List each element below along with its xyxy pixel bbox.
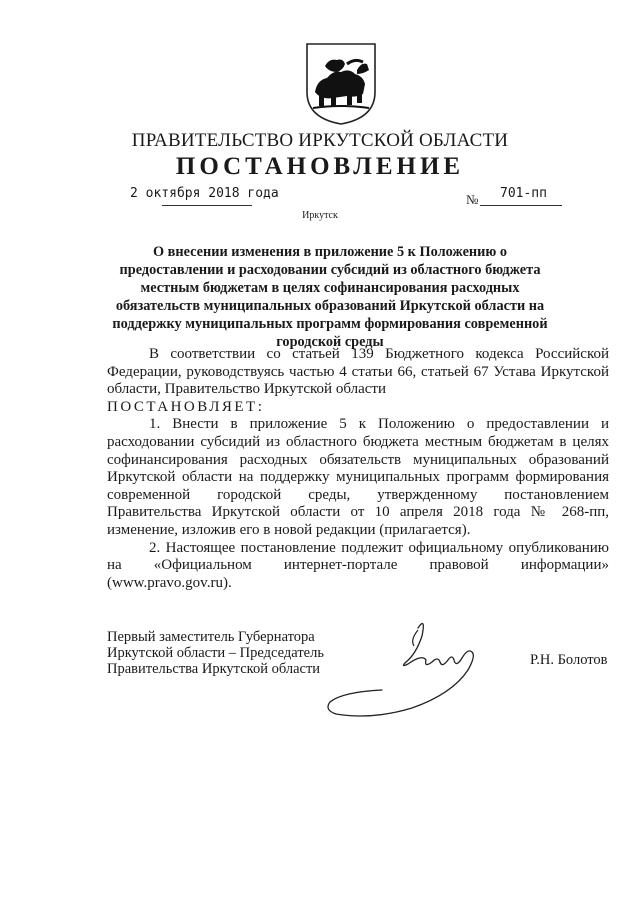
signatory-title-line-3: Правительства Иркутской области bbox=[107, 661, 321, 677]
item-2: 2. Настоящее постановление подлежит официальному опубликованию на «Официальном интернет-портале правовой информации» (www.pravo.gov.ru). bbox=[107, 539, 609, 591]
document-date: 2 октября 2018 года bbox=[130, 186, 279, 201]
coat-of-arms-icon bbox=[303, 40, 379, 126]
city: Иркутск bbox=[302, 210, 338, 221]
number-sign: № bbox=[466, 192, 479, 207]
handwritten-signature bbox=[322, 610, 502, 720]
preamble: В соответствии со статьей 139 Бюджетного кодекса Российской Федерации, руководствуясь частью 4 статьи 66, статьей 67 Устава Иркутской области, Правительство Иркутской области bbox=[107, 346, 609, 398]
resolves-label: ПОСТАНОВЛЯЕТ: bbox=[107, 398, 265, 415]
date-underline bbox=[162, 205, 252, 206]
signatory-title-line-2: Иркутской области – Председатель bbox=[107, 645, 324, 661]
signatory-title-line-1: Первый заместитель Губернатора bbox=[107, 629, 315, 645]
signatory-title bbox=[107, 629, 324, 677]
document-body bbox=[107, 346, 609, 592]
item-1: 1. Внести в приложение 5 к Положению о предоставлении и расходовании субсидий из областного бюджета местным бюджетам в целях софинансирования расходных обязательств муниципальных образований Иркутской области на поддержку муниципальных программ формирования современной городской среды, утвержденному постановлением Правительства Иркутской области от 10 апреля 2018 года № 268-пп, изменение, изложив его в новой редакции (прилагается). bbox=[107, 416, 609, 538]
signatory-name: Р.Н. Болотов bbox=[530, 652, 608, 668]
document-type: ПОСТАНОВЛЕНИЕ bbox=[175, 153, 465, 180]
government-name: ПРАВИТЕЛЬСТВО ИРКУТСКОЙ ОБЛАСТИ bbox=[131, 130, 509, 151]
document-number: 701-пп bbox=[500, 186, 547, 201]
number-underline bbox=[480, 205, 562, 206]
document-title: О внесении изменения в приложение 5 к Положению о предоставлении и расходовании субсидий из областного бюджета местным бюджетам в целях софинансирования расходных обязательств муниципальных образований Иркутской области на поддержку муниципальных программ формирования современной городской среды bbox=[112, 244, 548, 350]
